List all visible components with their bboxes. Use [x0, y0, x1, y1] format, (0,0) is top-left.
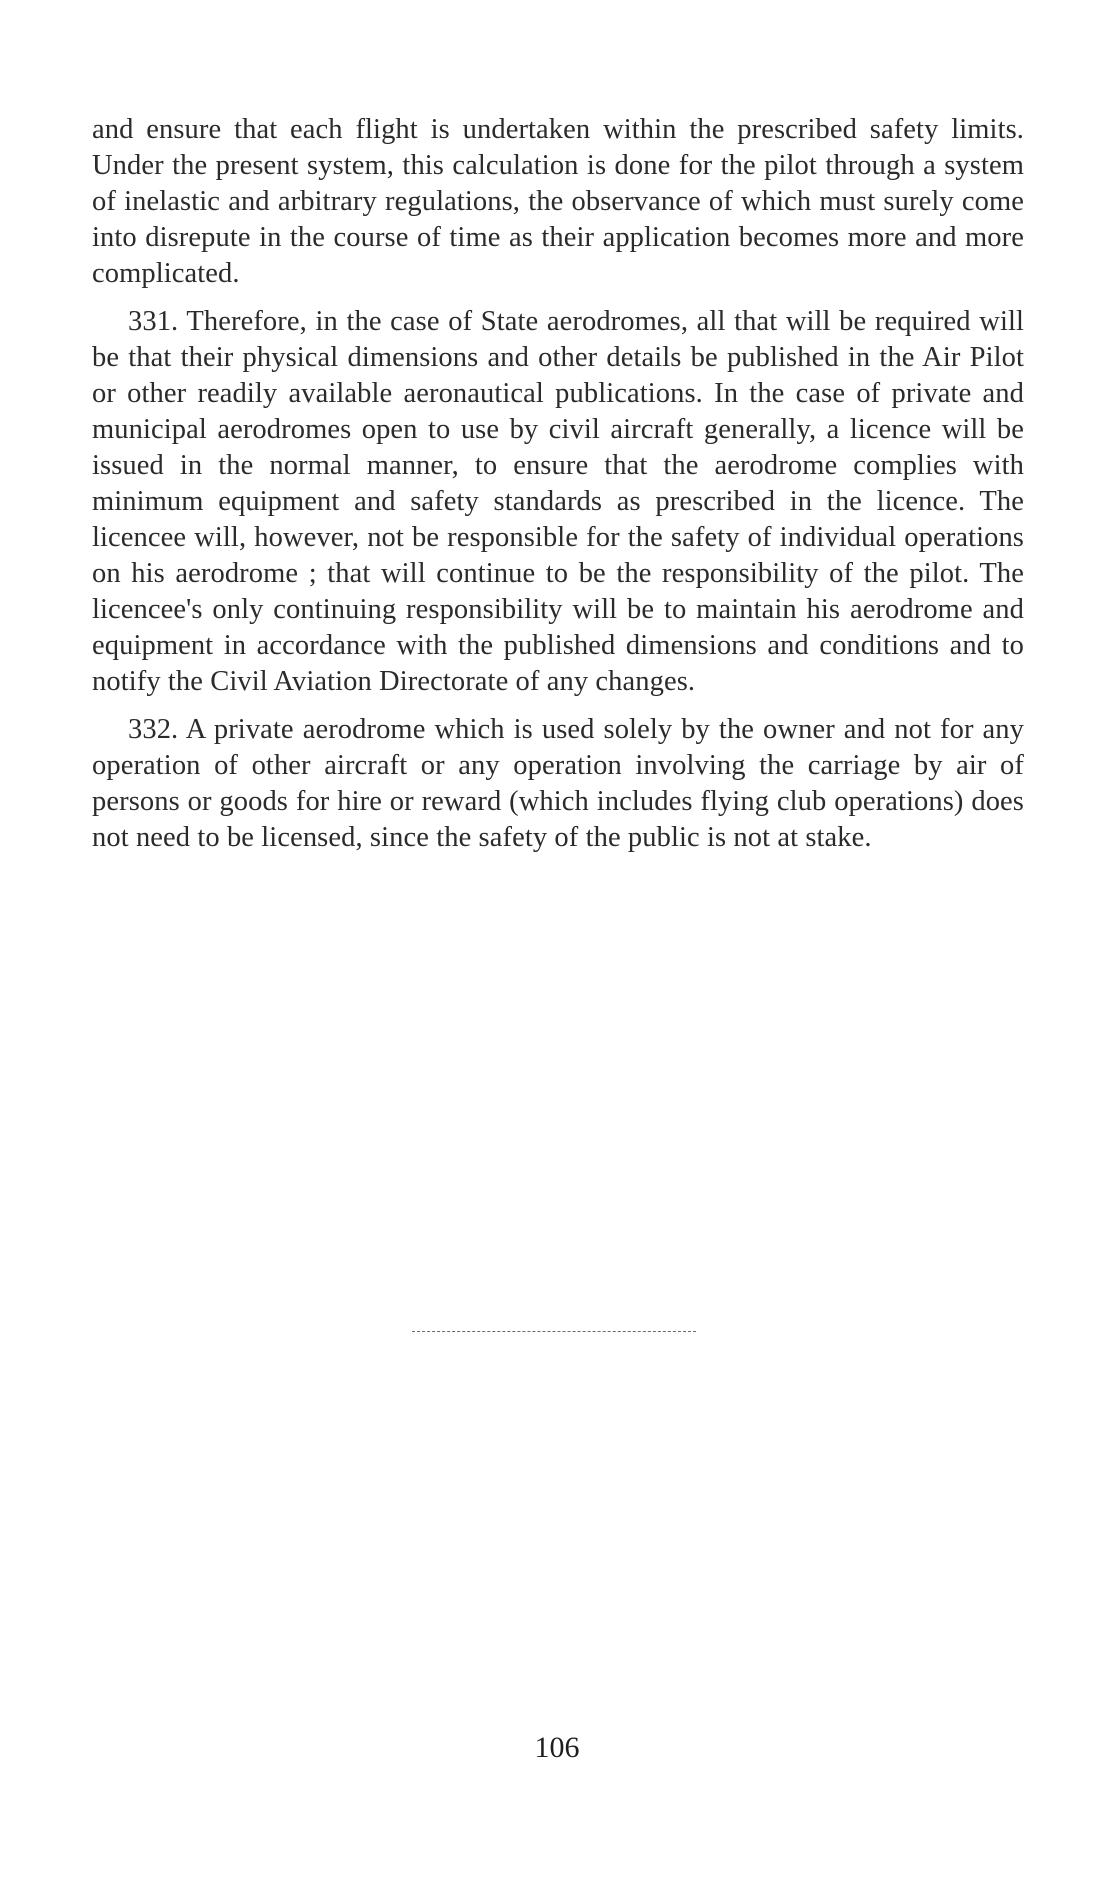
paragraph-number: 332. [128, 714, 179, 745]
page-body [92, 112, 1024, 868]
paragraph-text: A private aerodrome which is used solely by the owner and not for any operation of other aircraft or any operation involving the carriage by air of persons or goods for hire or reward (which includes flying club operations) does not need to be licensed, since the safety of the public is not at stake. [92, 714, 1024, 853]
paragraph-text: Therefore, in the case of State aerodromes, all that will be required will be that their physical dimensions and other details be published in the Air Pilot or other readily available aeronautical publications. In the case of private and municipal aerodromes open to use by civil aircraft generally, a licence will be issued in the normal manner, to ensure that the aerodrome complies with minimum equipment and safety standards as prescribed in the licence. The licencee will, however, not be responsible for the safety of individual operations on his aerodrome ; that will continue to be the responsibility of the pilot. The licencee's only continuing responsibility will be to maintain his aerodrome and equipment in accordance with the published dimensions and conditions and to notify the Civil Aviation Directorate of any changes. [92, 306, 1024, 697]
page-number: 106 [534, 1731, 580, 1764]
paragraph-text: and ensure that each flight is undertaken within the prescribed safety limits. Under the present system, this calculation is done for the pilot through a system of inelastic and arbitrary regulations, the observance of which must surely come into disrepute in the course of time as their application becomes more and more complicated. [92, 114, 1024, 289]
paragraph-number: 331. [128, 306, 179, 337]
paragraph-continuation [92, 112, 1024, 292]
section-divider [412, 1331, 696, 1332]
paragraph-332 [92, 712, 1024, 856]
paragraph-331 [92, 304, 1024, 700]
